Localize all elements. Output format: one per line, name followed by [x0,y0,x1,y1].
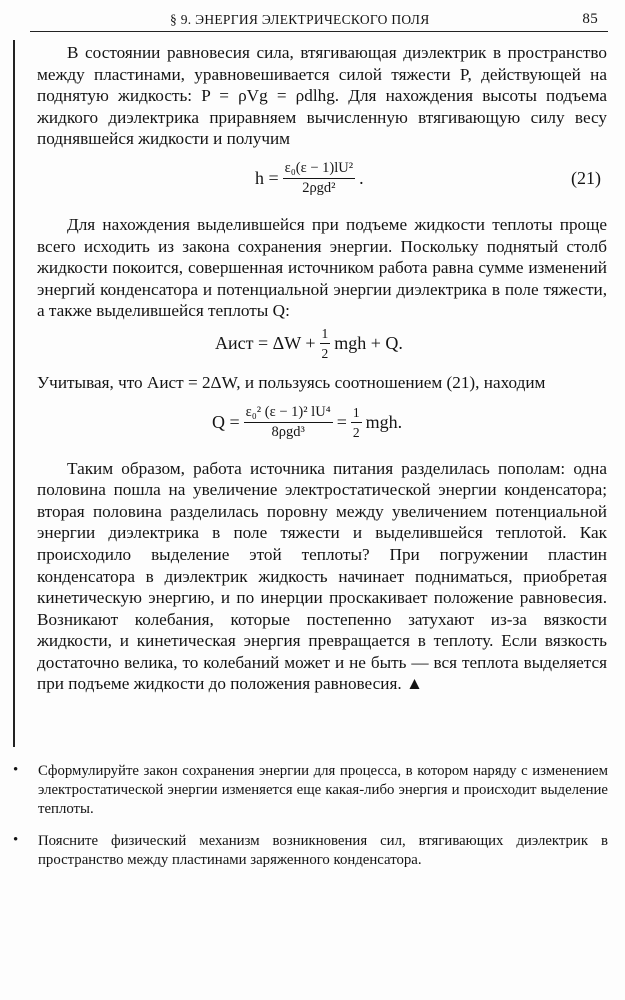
formula-heat-numerator: ε₀² (ε − 1)² lU⁴ [244,404,333,423]
formula-heat-rhs: mgh. [365,411,403,432]
paragraph-4: Таким образом, работа источника питания разделилась пополам: одна половина пошла на увеличение электростатической энергии конденсатора; вторая половина разделилась поровну между увеличением потенциальной энергии диэлектрика в поле тяжести и выделившейся теплотой. Как происходило выделение этой теплоты? При погружении пластин конденсатора в диэлектрик жидкость начинает подниматься, приобретая кинетическую энергию, и по инерции проскакивает положение равновесия. Возникают колебания, которые постепенно затухают из-за вязкости жидкости, и кинетическая энергия превращается в теплоту. Если вязкость достаточно велика, то колебаний может и не быть — вся теплота выделяется при подъеме жидкости до положения равновесия. ▲ [37,458,607,694]
paragraph-2: Для нахождения выделившейся при подъеме жидкости теплоты проще всего исходить из закона сохранения энергии. Поскольку поднятый столб жидкости покоится, совершенная источником работа равна сумме изменений энергий конденсатора и потенциальной энергии диэлектрика в поле тяжести, а также выделившейся теплоты Q: [37,214,607,321]
formula-energy [37,324,607,364]
paragraph-3: Учитывая, что Aист = 2ΔW, и пользуясь соотношением (21), находим [37,372,546,392]
body-text [37,42,607,695]
formula-21 [37,152,607,206]
formula-heat-denominator: 8ρgd³ [271,424,305,441]
bullet-icon: • [13,762,19,778]
formula-21-numerator: ε₀(ε − 1)lU² [283,160,355,179]
formula-energy-half-num: 1 [320,325,331,344]
formula-heat-half-num: 1 [351,404,362,423]
paragraph-1: В состоянии равновесия сила, втягивающая диэлектрик в пространство между пластинами, уравновешивается силой тяжести P, действующей на поднятую жидкость: P = ρVg = ρdlhg. Для нахождения высоты подъема жидкого диэлектрика приравняем вычисленную втягивающую силу весу поднявшейся жидкости и получим [37,43,607,149]
header-rule [30,31,608,32]
formula-energy-lhs: Aист = ΔW + [215,333,316,354]
review-questions [0,762,625,882]
formula-21-period: . [359,168,364,189]
formula-heat [37,396,607,450]
question-text: Сформулируйте закон сохранения энергии для процесса, в котором наряду с изменением электростатической энергии изменяется еще какая-либо энергия и происходит выделение теплоты. [38,763,608,818]
question-item [0,762,625,820]
formula-21-fraction [283,160,355,197]
formula-heat-half-den: 2 [352,425,360,441]
margin-bar [13,40,15,747]
section-title: § 9. ЭНЕРГИЯ ЭЛЕКТРИЧЕСКОГО ПОЛЯ [170,12,430,27]
formula-energy-half-den: 2 [321,346,329,362]
question-item [0,832,625,870]
equation-number: (21) [571,167,601,188]
formula-21-denominator: 2ρgd² [302,180,336,197]
formula-energy-rhs: mgh + Q. [334,333,403,354]
page-number: 85 [582,11,598,27]
formula-energy-half [320,325,331,362]
formula-21-lhs: h = [255,168,279,189]
formula-heat-equals: = [336,411,347,432]
running-header [30,8,610,30]
bullet-icon: • [13,831,19,848]
question-text: Поясните физический механизм возникновения сил, втягивающих диэлектрик в пространство между пластинами заряженного конденсатора. [38,832,608,868]
formula-heat-fraction [244,404,333,441]
formula-heat-lhs: Q = [212,411,240,432]
formula-heat-half [351,404,362,441]
